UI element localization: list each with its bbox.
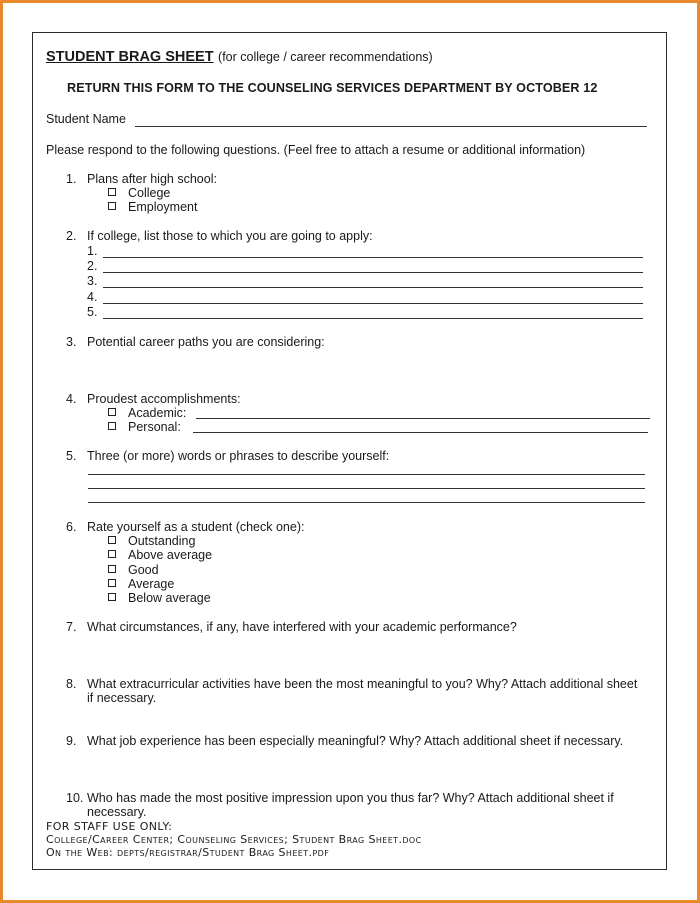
form-header <box>46 48 433 66</box>
checkbox-option[interactable]: Personal: <box>108 420 181 434</box>
question-text: If college, list those to which you are going to apply: <box>87 229 373 243</box>
question-number: 8. <box>66 677 77 691</box>
answer-line[interactable] <box>103 318 643 319</box>
instructions-text: Please respond to the following questions. (Feel free to attach a resume or additional information) <box>46 143 586 157</box>
question-text: Rate yourself as a student (check one): <box>87 520 305 534</box>
answer-line[interactable] <box>103 287 643 288</box>
list-number: 1. <box>87 244 98 258</box>
answer-line[interactable] <box>103 303 643 304</box>
question-number: 6. <box>66 520 77 534</box>
checkbox-icon[interactable] <box>108 550 116 558</box>
question-text-continued: if necessary. <box>87 691 157 705</box>
question-number: 9. <box>66 734 77 748</box>
checkbox-option[interactable]: Outstanding <box>108 534 195 548</box>
list-number: 4. <box>87 290 98 304</box>
question-text: What job experience has been especially meaningful? Why? Attach additional sheet if necessary. <box>87 734 624 748</box>
form-sheet <box>32 32 667 870</box>
checkbox-option[interactable]: College <box>108 186 170 200</box>
form-title: STUDENT BRAG SHEET <box>46 49 214 65</box>
return-notice: RETURN THIS FORM TO THE COUNSELING SERVICES DEPARTMENT BY OCTOBER 12 <box>67 81 598 95</box>
student-name-field[interactable] <box>135 126 647 127</box>
list-number: 2. <box>87 259 98 273</box>
checkbox-icon[interactable] <box>108 565 116 573</box>
student-name-label: Student Name <box>46 112 126 126</box>
answer-line[interactable] <box>88 488 645 489</box>
question-number: 1. <box>66 172 77 186</box>
checkbox-option[interactable]: Below average <box>108 591 211 605</box>
checkbox-option[interactable]: Average <box>108 577 174 591</box>
answer-line[interactable] <box>88 502 645 503</box>
staff-file-path: College/Career Center; Counseling Services; Student Brag Sheet.doc <box>46 833 422 846</box>
list-number: 5. <box>87 305 98 319</box>
question-text: Proudest accomplishments: <box>87 392 241 406</box>
form-subtitle: (for college / career recommendations) <box>218 50 433 64</box>
checkbox-icon[interactable] <box>108 579 116 587</box>
answer-line[interactable] <box>88 474 645 475</box>
question-number: 3. <box>66 335 77 349</box>
checkbox-option[interactable]: Employment <box>108 200 197 214</box>
checkbox-icon[interactable] <box>108 536 116 544</box>
staff-use-label: FOR STAFF USE ONLY: <box>46 820 173 833</box>
question-text: What circumstances, if any, have interfered with your academic performance? <box>87 620 517 634</box>
question-text: Plans after high school: <box>87 172 217 186</box>
question-number: 4. <box>66 392 77 406</box>
question-text: Three (or more) words or phrases to describe yourself: <box>87 449 390 463</box>
question-text-continued: necessary. <box>87 805 147 819</box>
checkbox-icon[interactable] <box>108 188 116 196</box>
checkbox-option[interactable]: Academic: <box>108 406 186 420</box>
checkbox-option[interactable]: Above average <box>108 548 212 562</box>
question-number: 5. <box>66 449 77 463</box>
answer-line[interactable] <box>103 257 643 258</box>
question-text: Who has made the most positive impression upon you thus far? Why? Attach additional sheet if <box>87 791 614 805</box>
question-text: Potential career paths you are considering: <box>87 335 325 349</box>
answer-line[interactable] <box>193 432 648 433</box>
checkbox-option[interactable]: Good <box>108 563 159 577</box>
question-number: 2. <box>66 229 77 243</box>
checkbox-icon[interactable] <box>108 422 116 430</box>
checkbox-icon[interactable] <box>108 408 116 416</box>
question-number: 7. <box>66 620 77 634</box>
checkbox-icon[interactable] <box>108 593 116 601</box>
list-number: 3. <box>87 274 98 288</box>
answer-line[interactable] <box>103 272 643 273</box>
question-text: What extracurricular activities have been the most meaningful to you? Why? Attach additional sheet <box>87 677 638 691</box>
staff-web-path: On the Web: depts/registrar/Student Brag Sheet.pdf <box>46 846 330 859</box>
answer-line[interactable] <box>196 418 650 419</box>
question-number: 10. <box>66 791 84 805</box>
checkbox-icon[interactable] <box>108 202 116 210</box>
